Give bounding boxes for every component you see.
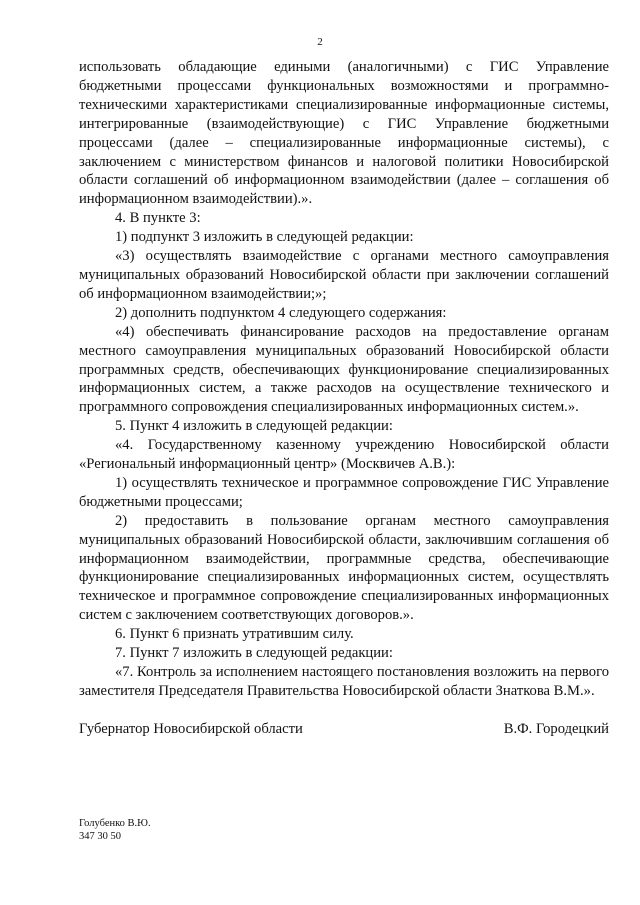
- executor-footer: [79, 817, 151, 843]
- paragraph-item-4-sub-1: 1) осуществлять техническое и программное сопровождение ГИС Управление бюджетными процессами;: [79, 474, 609, 510]
- paragraph-subitem-3-text: «3) осуществлять взаимодействие с органами местного самоуправления муниципальных образований Новосибирской области при заключении соглашений об информационном взаимодействии;»;: [79, 248, 609, 302]
- paragraph-item-4-text: «4. Государственному казенному учреждению Новосибирской области «Региональный информационный центр» (Москвичев А.В.):: [79, 437, 609, 473]
- page-number: 2: [317, 36, 323, 48]
- paragraph-continuation: использовать обладающие едиными (аналогичными) с ГИС Управление бюджетными процессами функциональных возможностями и программно-техническими характеристиками специализированные информационные системы, интегрированные (взаимодействующие) с ГИС Управление бюджетными процессами (далее – специализированные информационные системы), с заключением с министерством финансов и налоговой политики Новосибирской области соглашений об информационном взаимодействии (далее – соглашения об информационном взаимодействии).».: [79, 59, 609, 208]
- paragraph-subitem-2: 2) дополнить подпунктом 4 следующего содержания:: [115, 304, 447, 321]
- signatory-position: Губернатор Новосибирской области: [79, 721, 303, 737]
- paragraph-item-5: 5. Пункт 4 изложить в следующей редакции:: [115, 418, 393, 435]
- signatory-name: В.Ф. Городецкий: [503, 721, 609, 737]
- executor-name: Голубенко В.Ю.: [79, 818, 151, 829]
- document-body: [79, 58, 609, 701]
- paragraph-subitem-1: 1) подпункт 3 изложить в следующей редакции:: [115, 229, 414, 246]
- paragraph-item-7-text: «7. Контроль за исполнением настоящего постановления возложить на первого заместителя Председателя Правительства Новосибирской области Знаткова В.М.».: [79, 664, 609, 699]
- paragraph-item-7: 7. Пункт 7 изложить в следующей редакции:: [115, 645, 393, 662]
- paragraph-item-4: 4. В пункте 3:: [115, 210, 201, 227]
- signature-block: [79, 720, 609, 739]
- paragraph-item-6: 6. Пункт 6 признать утратившим силу.: [115, 626, 354, 643]
- paragraph-item-4-sub-2: 2) предоставить в пользование органам местного самоуправления муниципальных образований Новосибирской области, заключившим соглашения об информационном взаимодействии, программные средства, обеспечивающие функционирование специализированных информационных систем, осуществлять техническое и программное сопровождение специализированных информационных систем с заключением соответствующих договоров.».: [79, 512, 609, 624]
- paragraph-subitem-4-text: «4) обеспечивать финансирование расходов на предоставление органам местного самоуправления муниципальных образований Новосибирской области программных средств, обеспечивающих функционирование специализированных информационных систем, а также расходов на осуществление технического и программного сопровождения специализированных информационных систем.».: [79, 323, 609, 416]
- executor-phone: 347 30 50: [79, 831, 121, 842]
